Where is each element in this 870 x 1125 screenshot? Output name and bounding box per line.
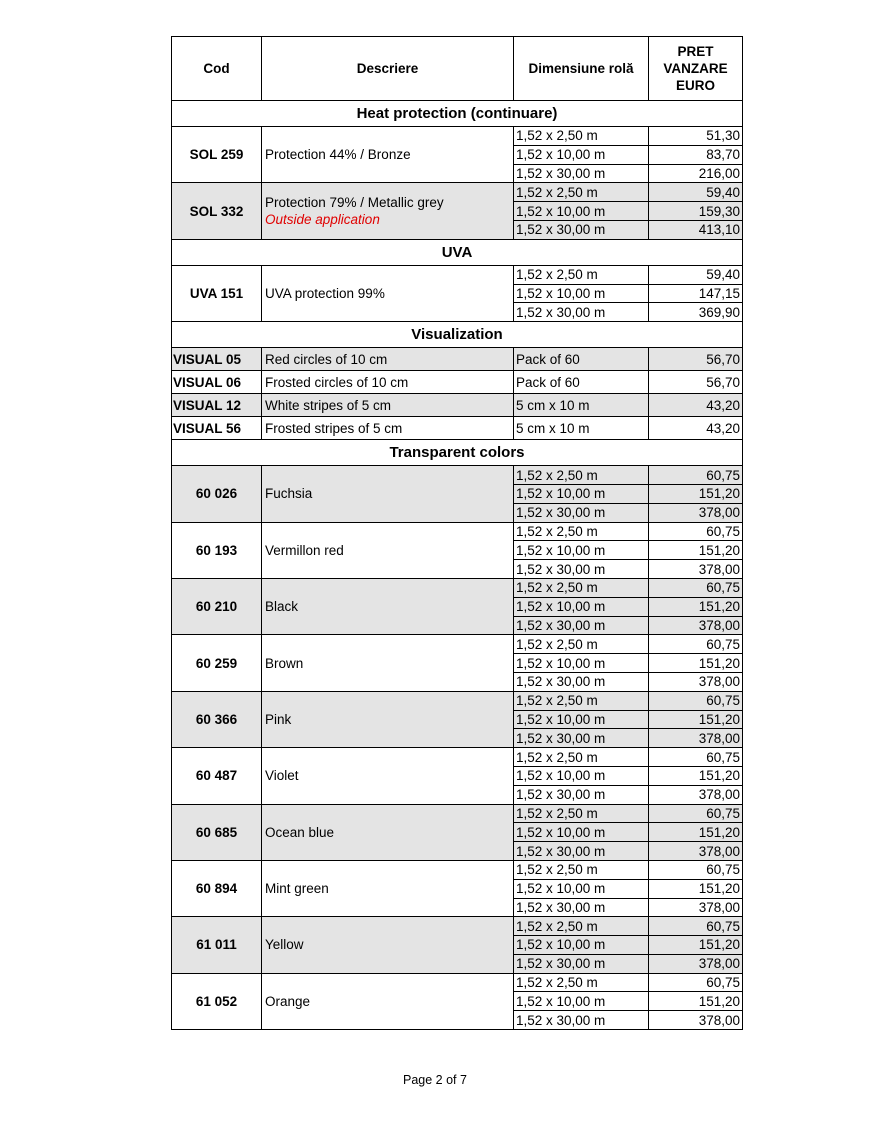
roll-dimension: 1,52 x 10,00 m	[514, 936, 649, 955]
product-description	[262, 804, 514, 860]
price-value: 60,75	[649, 578, 743, 597]
price-value: 60,75	[649, 466, 743, 485]
table-row	[172, 691, 743, 710]
price-value: 151,20	[649, 936, 743, 955]
price-value: 378,00	[649, 503, 743, 522]
roll-dimension: Pack of 60	[514, 348, 649, 371]
product-description: Red circles of 10 cm	[262, 348, 514, 371]
price-value: 59,40	[649, 183, 743, 202]
product-description	[262, 860, 514, 916]
price-value: 151,20	[649, 879, 743, 898]
section-row	[172, 440, 743, 466]
price-value: 60,75	[649, 691, 743, 710]
header-price-line: PRET	[677, 44, 714, 59]
product-description	[262, 691, 514, 747]
table-row	[172, 804, 743, 823]
roll-dimension: Pack of 60	[514, 371, 649, 394]
roll-dimension: 1,52 x 30,00 m	[514, 954, 649, 973]
product-code: 60 366	[172, 691, 262, 747]
roll-dimension: 1,52 x 2,50 m	[514, 860, 649, 879]
price-value: 56,70	[649, 371, 743, 394]
roll-dimension: 1,52 x 10,00 m	[514, 992, 649, 1011]
description-text: Violet	[265, 768, 299, 784]
product-code: SOL 332	[172, 183, 262, 239]
roll-dimension: 1,52 x 10,00 m	[514, 541, 649, 560]
roll-dimension: 1,52 x 10,00 m	[514, 202, 649, 221]
roll-dimension: 1,52 x 10,00 m	[514, 823, 649, 842]
price-table	[171, 36, 743, 1030]
roll-dimension: 1,52 x 30,00 m	[514, 1011, 649, 1030]
roll-dimension: 1,52 x 30,00 m	[514, 503, 649, 522]
section-title: Visualization	[172, 322, 743, 348]
product-code: 60 685	[172, 804, 262, 860]
table-row	[172, 522, 743, 541]
section-title: UVA	[172, 239, 743, 265]
roll-dimension: 1,52 x 2,50 m	[514, 804, 649, 823]
description-text: Orange	[265, 993, 311, 1009]
price-value: 151,20	[649, 823, 743, 842]
table-row	[172, 860, 743, 879]
header-price-line: EURO	[675, 78, 715, 93]
product-code: UVA 151	[172, 265, 262, 321]
price-value: 413,10	[649, 220, 743, 239]
price-value: 56,70	[649, 348, 743, 371]
price-value: 60,75	[649, 973, 743, 992]
description-text: Protection 44% / Bronze	[265, 147, 411, 163]
price-value: 378,00	[649, 729, 743, 748]
price-value: 151,20	[649, 710, 743, 729]
roll-dimension: 1,52 x 2,50 m	[514, 183, 649, 202]
section-row	[172, 101, 743, 127]
page-footer: Page 2 of 7	[403, 1073, 467, 1087]
product-code: 61 052	[172, 973, 262, 1029]
product-code: VISUAL 12	[172, 394, 262, 417]
roll-dimension: 1,52 x 2,50 m	[514, 973, 649, 992]
product-description	[262, 522, 514, 578]
product-description: White stripes of 5 cm	[262, 394, 514, 417]
price-value: 60,75	[649, 860, 743, 879]
product-code: 60 487	[172, 748, 262, 804]
price-value: 60,75	[649, 522, 743, 541]
description-text: Yellow	[265, 937, 304, 953]
table-row	[172, 578, 743, 597]
description-text: UVA protection 99%	[265, 285, 385, 301]
roll-dimension: 1,52 x 30,00 m	[514, 898, 649, 917]
description-text: Mint green	[265, 881, 329, 897]
description-text: Black	[265, 599, 299, 615]
roll-dimension: 5 cm x 10 m	[514, 417, 649, 440]
price-value: 378,00	[649, 672, 743, 691]
roll-dimension: 1,52 x 10,00 m	[514, 484, 649, 503]
product-description	[262, 466, 514, 522]
product-description	[262, 917, 514, 973]
table-row	[172, 748, 743, 767]
roll-dimension: 1,52 x 30,00 m	[514, 729, 649, 748]
roll-dimension: 1,52 x 30,00 m	[514, 303, 649, 322]
header-code: Cod	[172, 37, 262, 101]
price-value: 60,75	[649, 804, 743, 823]
product-description: Frosted stripes of 5 cm	[262, 417, 514, 440]
price-value: 378,00	[649, 616, 743, 635]
roll-dimension: 1,52 x 10,00 m	[514, 879, 649, 898]
product-code: 60 193	[172, 522, 262, 578]
roll-dimension: 1,52 x 2,50 m	[514, 127, 649, 146]
roll-dimension: 1,52 x 30,00 m	[514, 560, 649, 579]
table-row	[172, 348, 743, 371]
product-description: Frosted circles of 10 cm	[262, 371, 514, 394]
roll-dimension: 1,52 x 2,50 m	[514, 466, 649, 485]
product-description	[262, 127, 514, 183]
description-text: Brown	[265, 655, 304, 671]
product-description	[262, 748, 514, 804]
roll-dimension: 1,52 x 10,00 m	[514, 654, 649, 673]
price-value: 378,00	[649, 785, 743, 804]
roll-dimension: 1,52 x 30,00 m	[514, 164, 649, 183]
roll-dimension: 1,52 x 2,50 m	[514, 917, 649, 936]
roll-dimension: 1,52 x 10,00 m	[514, 766, 649, 785]
description-text: Fuchsia	[265, 486, 313, 502]
header-dimension: Dimensiune rolă	[514, 37, 649, 101]
section-title: Transparent colors	[172, 440, 743, 466]
roll-dimension: 1,52 x 30,00 m	[514, 672, 649, 691]
price-value: 60,75	[649, 917, 743, 936]
table-row	[172, 265, 743, 284]
table-row	[172, 417, 743, 440]
section-row	[172, 322, 743, 348]
table-row	[172, 917, 743, 936]
roll-dimension: 1,52 x 30,00 m	[514, 616, 649, 635]
product-description	[262, 635, 514, 691]
product-description	[262, 265, 514, 321]
description-text: Vermillon red	[265, 542, 344, 558]
product-code: 60 026	[172, 466, 262, 522]
price-value: 151,20	[649, 766, 743, 785]
price-list-sheet	[171, 36, 742, 1030]
price-value: 151,20	[649, 597, 743, 616]
roll-dimension: 1,52 x 2,50 m	[514, 578, 649, 597]
description-text: Pink	[265, 711, 292, 727]
roll-dimension: 1,52 x 2,50 m	[514, 265, 649, 284]
roll-dimension: 1,52 x 2,50 m	[514, 691, 649, 710]
roll-dimension: 1,52 x 30,00 m	[514, 220, 649, 239]
product-description	[262, 973, 514, 1029]
description-text: Protection 79% / Metallic grey	[265, 195, 444, 211]
roll-dimension: 1,52 x 2,50 m	[514, 635, 649, 654]
section-title: Heat protection (continuare)	[172, 101, 743, 127]
roll-dimension: 1,52 x 30,00 m	[514, 785, 649, 804]
roll-dimension: 1,52 x 2,50 m	[514, 522, 649, 541]
price-value: 151,20	[649, 654, 743, 673]
product-description	[262, 578, 514, 634]
table-row	[172, 394, 743, 417]
header-description: Descriere	[262, 37, 514, 101]
table-row	[172, 635, 743, 654]
product-code: 61 011	[172, 917, 262, 973]
price-value: 378,00	[649, 954, 743, 973]
price-value: 378,00	[649, 1011, 743, 1030]
price-value: 83,70	[649, 145, 743, 164]
product-code: 60 210	[172, 578, 262, 634]
table-row	[172, 371, 743, 394]
price-value: 151,20	[649, 992, 743, 1011]
price-value: 378,00	[649, 560, 743, 579]
table-row	[172, 127, 743, 146]
table-row	[172, 973, 743, 992]
header-price-line: VANZARE	[663, 61, 728, 76]
price-value: 43,20	[649, 417, 743, 440]
product-code: 60 259	[172, 635, 262, 691]
table-row	[172, 466, 743, 485]
price-value: 59,40	[649, 265, 743, 284]
price-value: 43,20	[649, 394, 743, 417]
price-value: 151,20	[649, 484, 743, 503]
price-value: 51,30	[649, 127, 743, 146]
description-text: Ocean blue	[265, 824, 335, 840]
table-body	[172, 101, 743, 1030]
product-code: 60 894	[172, 860, 262, 916]
price-value: 378,00	[649, 898, 743, 917]
roll-dimension: 1,52 x 10,00 m	[514, 710, 649, 729]
header-row	[172, 37, 743, 101]
table-row	[172, 183, 743, 202]
roll-dimension: 1,52 x 10,00 m	[514, 597, 649, 616]
price-value: 216,00	[649, 164, 743, 183]
price-value: 151,20	[649, 541, 743, 560]
product-code: SOL 259	[172, 127, 262, 183]
price-value: 60,75	[649, 635, 743, 654]
price-value: 378,00	[649, 842, 743, 861]
product-code: VISUAL 06	[172, 371, 262, 394]
application-note: Outside application	[265, 212, 380, 228]
roll-dimension: 5 cm x 10 m	[514, 394, 649, 417]
roll-dimension: 1,52 x 2,50 m	[514, 748, 649, 767]
price-value: 369,90	[649, 303, 743, 322]
price-value: 60,75	[649, 748, 743, 767]
roll-dimension: 1,52 x 10,00 m	[514, 145, 649, 164]
header-price	[649, 37, 743, 101]
roll-dimension: 1,52 x 30,00 m	[514, 842, 649, 861]
price-value: 147,15	[649, 284, 743, 303]
product-code: VISUAL 56	[172, 417, 262, 440]
section-row	[172, 239, 743, 265]
product-code: VISUAL 05	[172, 348, 262, 371]
roll-dimension: 1,52 x 10,00 m	[514, 284, 649, 303]
price-value: 159,30	[649, 202, 743, 221]
product-description	[262, 183, 514, 239]
